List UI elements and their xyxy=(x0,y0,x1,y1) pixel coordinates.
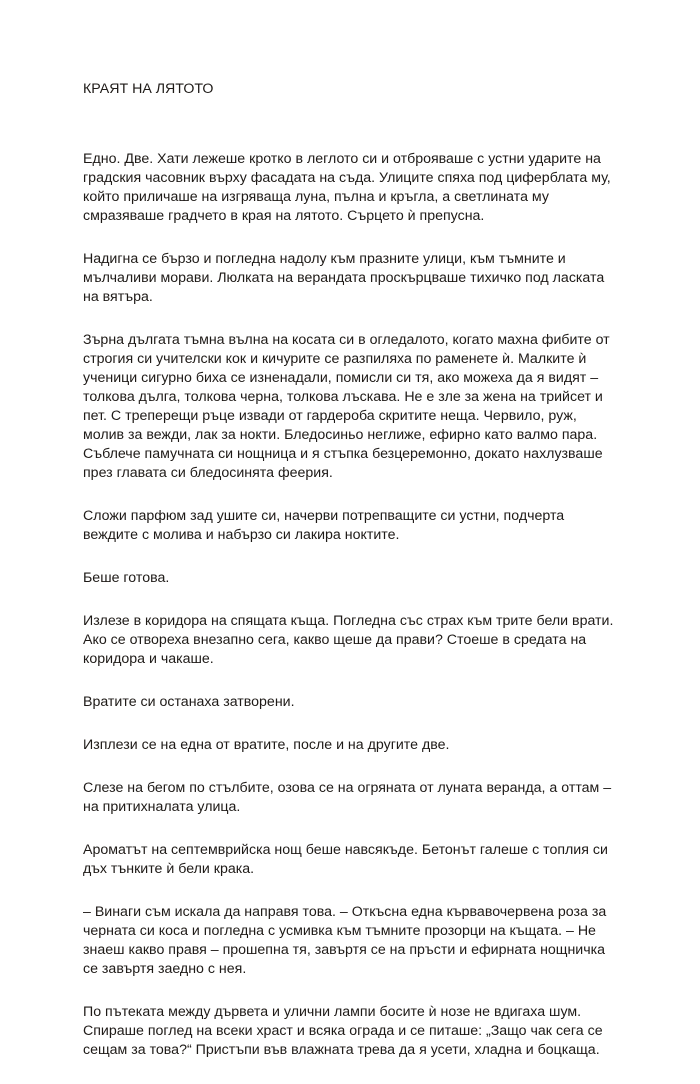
text-line: градския часовник върху фасадата на съда. Улиците спяха под циферблата му, xyxy=(83,170,611,186)
paragraph xyxy=(83,903,623,979)
paragraph xyxy=(83,331,623,483)
paragraph xyxy=(83,736,623,755)
text-line: ученици сигурно биха се изненадали, помисли си тя, ако можеха да я видят – xyxy=(83,370,599,386)
paragraph xyxy=(83,779,623,817)
text-line: – Винаги съм искала да направя това. – Откъсна една кървавочервена роза за xyxy=(83,904,607,920)
text-line: смразяваше градчето в края на лятото. Сърцето ѝ препусна. xyxy=(83,208,485,224)
text-line: коридора и чакаше. xyxy=(83,651,214,667)
text-line: Сложи парфюм зад ушите си, начерви потрепващите си устни, подчерта xyxy=(83,508,565,524)
text-line: Зърна дългата тъмна вълна на косата си в огледалото, когато махна фибите от xyxy=(83,332,610,348)
paragraph xyxy=(83,612,623,669)
text-line: Слезе на бегом по стълбите, озова се на огряната от луната веранда, а оттам – xyxy=(83,780,612,796)
text-line: Излезе в коридора на спящата къща. Погледна със страх към трите бели врати. xyxy=(83,613,614,629)
text-line: който приличаше на изгряваща луна, пълна и кръгла, а светлината му xyxy=(83,189,549,205)
text-line: Спираше поглед на всеки храст и всяка ограда и се питаше: „Защо чак сега се xyxy=(83,1023,603,1039)
text-line: Едно. Две. Хати лежеше кротко в леглото си и отброяваше с устни ударите на xyxy=(83,151,601,167)
text-line: Съблече памучната си нощница и я стъпка безцеремонно, докато нахлузваше xyxy=(83,446,603,462)
text-line: строгия си учителски кок и кичурите се разпиляха по раменете ѝ. Малките ѝ xyxy=(83,351,587,367)
paragraph xyxy=(83,569,623,588)
document-title: КРАЯТ НА ЛЯТОТО xyxy=(83,81,214,97)
paragraph xyxy=(83,250,623,307)
text-line: през главата си бледосинята феерия. xyxy=(83,465,333,481)
text-line: толкова дълга, толкова черна, толкова лъскава. Не е зле за жена на трийсет и xyxy=(83,389,603,405)
text-line: знаеш какво правя – прошепна тя, завъртя се на пръсти и ефирната нощничка xyxy=(83,942,606,958)
text-line: молив за вежди, лак за нокти. Бледосиньо неглиже, ефирно като валмо пара. xyxy=(83,427,598,443)
text-line: черната си коса и погледна с усмивка към тъмните прозорци на къщата. – Не xyxy=(83,923,596,939)
paragraph xyxy=(83,841,623,879)
paragraph xyxy=(83,507,623,545)
text-line: Ароматът на септемврийска нощ беше навсякъде. Бетонът галеше с топлия си xyxy=(83,842,608,858)
text-line: По пътеката между дървета и улични лампи босите ѝ нозе не вдигаха шум. xyxy=(83,1004,582,1020)
text-line: се завъртя заедно с нея. xyxy=(83,961,247,977)
text-line: Вратите си останаха затворени. xyxy=(83,694,295,710)
text-line: пет. С треперещи ръце извади от гардероба скритите неща. Червило, руж, xyxy=(83,408,577,424)
text-line: на вятъра. xyxy=(83,289,153,305)
text-line: на притихналата улица. xyxy=(83,799,241,815)
document-body xyxy=(83,150,623,1084)
text-line: Надигна се бързо и погледна надолу към празните улици, към тъмните и xyxy=(83,251,566,267)
paragraph xyxy=(83,150,623,226)
text-line: дъх тънките ѝ бели крака. xyxy=(83,861,255,877)
text-line: Ако се отвореха внезапно сега, какво щеше да прави? Стоеше в средата на xyxy=(83,632,587,648)
paragraph xyxy=(83,1003,623,1060)
text-line: веждите с молива и набързо си лакира ноктите. xyxy=(83,527,400,543)
paragraph xyxy=(83,693,623,712)
text-line: Беше готова. xyxy=(83,570,170,586)
text-line: Изплези се на една от вратите, после и на другите две. xyxy=(83,737,450,753)
text-line: мълчаливи морави. Люлката на верандата проскърцваше тихичко под ласката xyxy=(83,270,605,286)
text-line: сещам за това?“ Пристъпи във влажната трева да я усети, хладна и боцкаща. xyxy=(83,1042,600,1058)
